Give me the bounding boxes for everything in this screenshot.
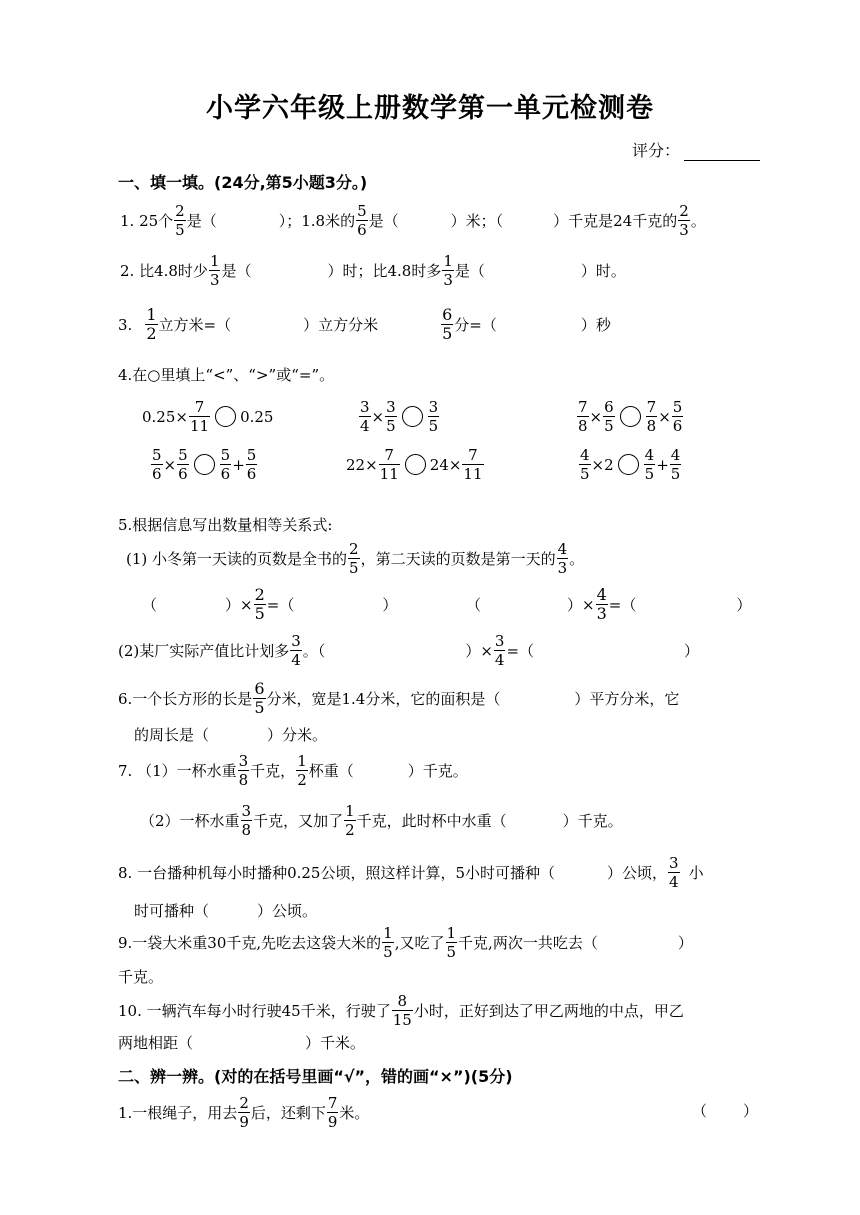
q4-text: 0.25 [240, 407, 274, 426]
q5-fraction [596, 586, 608, 623]
denominator: 15 [392, 1011, 412, 1029]
denominator: 9 [327, 1113, 338, 1131]
q2-text-a: 2. 比4.8时少 [120, 262, 208, 280]
denominator: 4 [494, 651, 505, 669]
q6-text: 的周长是（ [134, 726, 210, 744]
denominator: 6 [152, 465, 162, 483]
s2q1-text: 1.一根绳子，用去 [118, 1104, 238, 1122]
q4-fraction [579, 446, 591, 483]
numerator: 1 [209, 252, 220, 270]
q3-text-b: 立方米=（ [158, 316, 232, 334]
q7-text: 7. （1）一杯水重 [118, 762, 237, 780]
q8-fraction [668, 854, 680, 891]
q2-fraction-2 [442, 252, 454, 289]
numerator: 7 [646, 398, 657, 416]
score-blank[interactable] [684, 144, 760, 161]
q6-text: 6.一个长方形的长是 [118, 690, 253, 708]
q4-compare-4 [150, 446, 258, 483]
q5-text: =（ [506, 642, 535, 660]
s2q1-fraction [238, 1094, 250, 1131]
numerator: 6 [254, 679, 265, 698]
numerator: 3 [669, 854, 679, 872]
denominator: 5 [604, 417, 614, 435]
q7-fraction [296, 752, 308, 789]
q2-text-b: 是（ [221, 262, 252, 280]
q9-fraction [382, 924, 394, 961]
denominator: 5 [442, 324, 453, 343]
denominator: 6 [246, 465, 257, 483]
denominator: 8 [646, 417, 657, 435]
q4-text: 0.25× [142, 407, 188, 426]
compare-circle[interactable] [405, 454, 426, 475]
section2-heading: 二、辨一辨。(对的在括号里画“√”，错的画“×”)(5分) [118, 1067, 513, 1086]
denominator: 5 [580, 465, 590, 483]
q4-operator: × [371, 407, 385, 426]
question-5-text: 5.根据信息写出数量相等关系式: [118, 516, 333, 534]
q5-text: ，第二天读的页数是第一天的 [360, 550, 556, 568]
q5-equation-2 [466, 586, 751, 623]
q5-part-1 [126, 540, 584, 577]
numerator: 8 [397, 992, 408, 1010]
numerator: 4 [670, 446, 681, 464]
denominator: 2 [345, 821, 355, 839]
denominator: 3 [679, 221, 689, 239]
denominator: 5 [644, 465, 655, 483]
compare-circle[interactable] [620, 406, 641, 427]
q8-text: 时可播种（ [134, 902, 210, 920]
numerator: 5 [357, 202, 367, 220]
denominator: 9 [239, 1113, 249, 1131]
numerator: 7 [384, 446, 394, 464]
numerator: 2 [254, 585, 265, 604]
q4-operator: × [658, 407, 671, 426]
denominator: 5 [670, 465, 681, 483]
numerator: 6 [442, 305, 453, 324]
denominator: 6 [178, 465, 188, 483]
question-10-cont [118, 1032, 365, 1053]
q4-fraction [359, 398, 371, 435]
q5-text: (2)某厂实际产值比计划多 [118, 642, 290, 660]
q3-fraction-2 [441, 306, 453, 343]
q4-operator: × [589, 407, 603, 426]
numerator: 4 [596, 585, 607, 604]
compare-circle[interactable] [402, 406, 423, 427]
q3-text-a: 3. [118, 315, 133, 334]
q1-text-f: ）千克是24千克的 [553, 212, 678, 230]
section2-question-1 [118, 1094, 369, 1131]
s2q1-answer [692, 1100, 758, 1121]
q4-fraction [177, 446, 189, 483]
q5-text: =（ [266, 596, 295, 614]
q4-compare-6 [578, 446, 682, 483]
q7-text: ）千克。 [407, 762, 468, 780]
q7-fraction [344, 802, 356, 839]
denominator: 11 [189, 417, 210, 435]
q10-fraction [392, 992, 413, 1029]
q7-text: 千克，又加了 [253, 812, 344, 830]
denominator: 2 [297, 771, 307, 789]
q5-fraction [290, 632, 302, 669]
numerator: 3 [386, 398, 396, 416]
q4-fraction [189, 398, 210, 435]
question-4-text: 4.在○里填上“<”、“>”或“=”。 [118, 366, 335, 384]
q8-text: ）公顷， [607, 864, 668, 882]
q1-text-d: 是（ [368, 212, 399, 230]
numerator: 5 [220, 446, 231, 464]
q4-operator: ×2 [591, 455, 614, 474]
numerator: 2 [679, 202, 689, 220]
denominator: 3 [596, 604, 607, 623]
q4-operator: + [656, 455, 669, 474]
denominator: 3 [557, 559, 568, 577]
numerator: 7 [194, 398, 205, 416]
q5-text: ） [382, 596, 398, 614]
q7-fraction [238, 752, 250, 789]
q5-text: ） [684, 642, 700, 660]
q7-text: 千克，此时杯中水重（ [356, 812, 507, 830]
numerator: 7 [327, 1094, 338, 1112]
question-3 [118, 306, 611, 343]
question-7-1 [118, 752, 468, 789]
denominator: 5 [175, 221, 185, 239]
q5-fraction [557, 540, 569, 577]
q5-text: ）× [225, 596, 253, 614]
q5-part-2 [118, 632, 699, 669]
q8-text: 小 [688, 864, 704, 882]
q10-text: 小时，正好到达了甲乙两地的中点，甲乙 [413, 1002, 684, 1020]
denominator: 5 [254, 604, 265, 623]
numerator: 4 [580, 446, 590, 464]
q4-fraction [577, 398, 589, 435]
compare-circle[interactable] [194, 454, 215, 475]
q4-fraction [385, 398, 397, 435]
question-8-cont [134, 900, 317, 921]
question-8 [118, 854, 704, 891]
numerator: 1 [443, 252, 453, 270]
q7-text: （2）一杯水重 [140, 812, 240, 830]
denominator: 8 [578, 417, 588, 435]
numerator: 3 [494, 632, 505, 650]
q4-fraction [151, 446, 163, 483]
numerator: 5 [152, 446, 162, 464]
denominator: 6 [220, 465, 231, 483]
numerator: 3 [360, 398, 370, 416]
question-6 [118, 680, 679, 717]
s2q1-text: 米。 [339, 1104, 370, 1122]
s2q1-text: 后，还剩下 [250, 1104, 326, 1122]
q3-fraction-1 [145, 306, 157, 343]
denominator: 5 [254, 698, 265, 717]
numerator: 1 [297, 752, 307, 770]
numerator: 4 [644, 446, 655, 464]
q4-fraction [462, 446, 483, 483]
q1-text-b: 是（ [186, 212, 217, 230]
q6-text: ）分米。 [267, 726, 328, 744]
s2q1-paren: （ [692, 1102, 708, 1120]
q4-operator: + [232, 455, 245, 474]
q4-fraction [220, 446, 232, 483]
numerator: 1 [446, 924, 457, 942]
numerator: 3 [241, 802, 252, 820]
denominator: 5 [383, 943, 393, 961]
denominator: 5 [428, 417, 439, 435]
q9-text: 9.一袋大米重30千克,先吃去这袋大米的 [118, 934, 382, 952]
q2-text-e: ）时。 [580, 262, 626, 280]
q3-text-e: ）秒 [580, 316, 611, 334]
q8-text: 8. 一台播种机每小时播种0.25公顷，照这样计算，5小时可播种（ [118, 864, 556, 882]
compare-circle[interactable] [618, 454, 639, 475]
q5-text: ）× [567, 596, 595, 614]
q5-text: 。（ [302, 642, 326, 660]
numerator: 6 [604, 398, 614, 416]
denominator: 5 [386, 417, 396, 435]
numerator: 1 [383, 924, 393, 942]
q5-equation-1 [142, 586, 397, 623]
q4-fraction [670, 446, 682, 483]
q6-fraction [253, 680, 265, 717]
s2q1-fraction [327, 1094, 339, 1131]
q9-fraction [446, 924, 458, 961]
numerator: 5 [246, 446, 257, 464]
denominator: 8 [238, 771, 249, 789]
denominator: 3 [443, 271, 453, 289]
question-7-2 [140, 802, 623, 839]
numerator: 3 [291, 632, 301, 650]
q4-compare-5 [346, 446, 485, 483]
section1-heading: 一、填一填。(24分,第5小题3分。) [118, 173, 368, 192]
score-field [632, 138, 760, 161]
q9-text: ,又吃了 [394, 934, 445, 952]
q5-text: （ [466, 596, 482, 614]
q5-text: （ [142, 596, 158, 614]
q2-fraction-1 [209, 252, 221, 289]
denominator: 4 [291, 651, 301, 669]
numerator: 3 [238, 752, 249, 770]
q5-text: 。 [569, 550, 585, 568]
q4-fraction [379, 446, 400, 483]
page-title: 小学六年级上册数学第一单元检测卷 [206, 93, 654, 124]
q1-fraction-3 [678, 202, 690, 239]
q4-fraction [672, 398, 684, 435]
q4-compare-2 [358, 398, 440, 435]
q4-text: 22× [346, 455, 378, 474]
numerator: 2 [349, 540, 359, 558]
q4-operator: × [163, 455, 177, 474]
q7-fraction [241, 802, 253, 839]
denominator: 11 [379, 465, 399, 483]
numerator: 3 [428, 398, 439, 416]
question-1 [120, 202, 706, 239]
s2q1-paren: ） [743, 1102, 759, 1120]
q5-fraction [494, 632, 506, 669]
q7-text: 千克， [250, 762, 296, 780]
q10-text: 10. 一辆汽车每小时行驶45千米，行驶了 [118, 1002, 391, 1020]
q3-text-c: ）立方分米 [303, 316, 379, 334]
q5-fraction [254, 586, 266, 623]
denominator: 6 [672, 417, 683, 435]
numerator: 2 [175, 202, 185, 220]
q2-text-d: 是（ [454, 262, 485, 280]
q1-fraction-2 [356, 202, 368, 239]
q1-fraction-1 [174, 202, 186, 239]
denominator: 2 [146, 324, 157, 343]
q5-text: (1) 小冬第一天读的页数是全书的 [126, 550, 348, 568]
q6-text: ）平方分米，它 [574, 690, 680, 708]
question-2 [120, 252, 626, 289]
q1-text-g: 。 [690, 212, 706, 230]
q1-text-a: 1. 25个 [120, 212, 174, 230]
q4-fraction [644, 446, 656, 483]
q4-fraction [646, 398, 658, 435]
numerator: 1 [146, 305, 157, 324]
q1-text-c: ）；1.8米的 [278, 212, 356, 230]
q4-fraction [428, 398, 440, 435]
denominator: 5 [349, 559, 359, 577]
q10-text: ）千米。 [305, 1034, 366, 1052]
denominator: 6 [357, 221, 367, 239]
q5-text: =（ [608, 596, 637, 614]
q3-text-d: 分=（ [454, 316, 497, 334]
numerator: 5 [672, 398, 683, 416]
q5-text: ） [736, 596, 752, 614]
numerator: 7 [578, 398, 588, 416]
denominator: 11 [463, 465, 483, 483]
q4-compare-3 [576, 398, 684, 435]
q2-text-c: ）时；比4.8时多 [327, 262, 442, 280]
denominator: 3 [209, 271, 220, 289]
denominator: 8 [241, 821, 252, 839]
q7-text: ）千克。 [562, 812, 623, 830]
question-9-cont: 千克。 [118, 968, 164, 986]
denominator: 5 [446, 943, 457, 961]
q4-fraction [603, 398, 615, 435]
numerator: 5 [178, 446, 188, 464]
numerator: 1 [345, 802, 355, 820]
q10-text: 两地相距（ [118, 1034, 194, 1052]
q8-text: ）公顷。 [257, 902, 318, 920]
q4-text: 24× [429, 455, 462, 474]
q9-text: 千克,两次一共吃去（ [458, 934, 598, 952]
q7-text: 杯重（ [308, 762, 354, 780]
compare-circle[interactable] [215, 406, 236, 427]
question-10 [118, 992, 684, 1029]
numerator: 4 [557, 540, 568, 558]
q4-compare-1 [142, 398, 273, 435]
numerator: 2 [239, 1094, 249, 1112]
q4-fraction [246, 446, 258, 483]
question-9 [118, 924, 693, 961]
score-label: 评分： [632, 141, 681, 160]
q1-text-e: ）米；（ [450, 212, 504, 230]
numerator: 7 [468, 446, 478, 464]
q5-fraction [348, 540, 360, 577]
denominator: 4 [360, 417, 370, 435]
question-6-cont [134, 724, 327, 745]
q9-text: ） [677, 934, 693, 952]
denominator: 4 [669, 873, 679, 891]
q5-text: ）× [465, 642, 493, 660]
q6-text: 分米，宽是1.4分米，它的面积是（ [266, 690, 501, 708]
